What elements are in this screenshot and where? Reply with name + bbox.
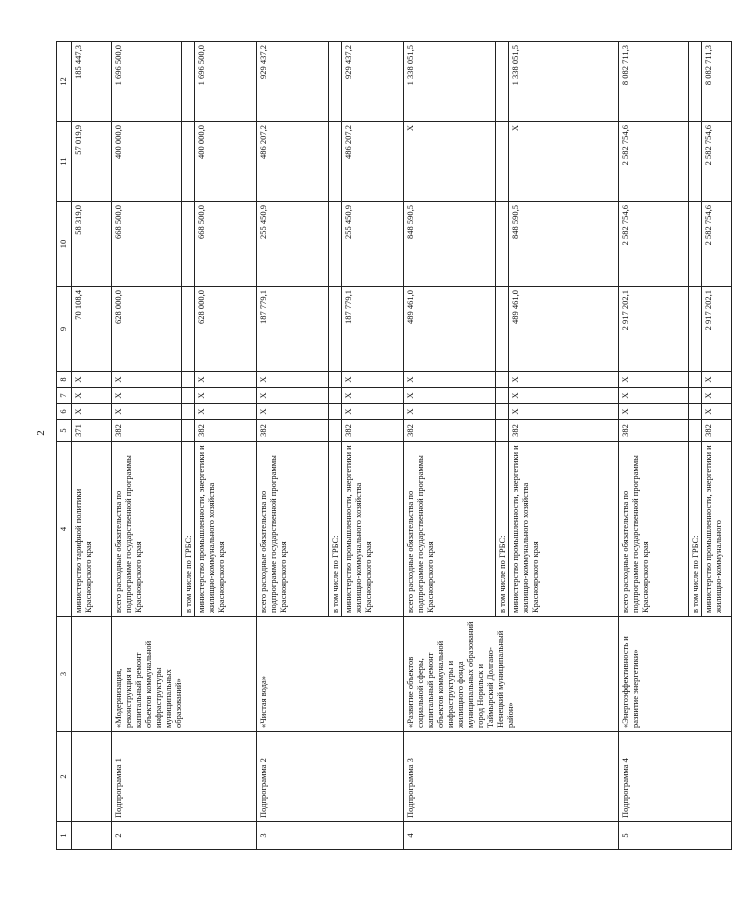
code-x-cell xyxy=(689,372,702,388)
code-x-cell: X xyxy=(112,372,182,388)
total-cell: 8 082 711,3 xyxy=(702,42,732,122)
expense-label-cell: министерство тарифной политики Красноярского края xyxy=(72,442,112,617)
code-x-cell: X xyxy=(72,388,112,404)
subprogram-title-cell: «Энергоэффективность и развитие энергетики» xyxy=(619,617,732,732)
code-x-cell: X xyxy=(342,388,404,404)
code-x-cell xyxy=(182,404,195,420)
grbs-code-cell: 382 xyxy=(619,420,689,442)
code-x-cell: X xyxy=(702,372,732,388)
code-x-cell: X xyxy=(195,388,257,404)
code-x-cell: X xyxy=(619,404,689,420)
code-x-cell: X xyxy=(702,388,732,404)
expense-label-cell: всего расходные обязательства по подпрограмме государственной программы Красноярского края xyxy=(112,442,182,617)
code-x-cell: X xyxy=(257,372,329,388)
code-x-cell xyxy=(182,388,195,404)
code-x-cell: X xyxy=(257,404,329,420)
value-cell: 187 779,1 xyxy=(257,287,329,372)
value-cell: 628 000,0 xyxy=(195,287,257,372)
grbs-code-cell xyxy=(329,420,342,442)
value-cell: 2 582 754,6 xyxy=(702,202,732,287)
grbs-code-cell: 382 xyxy=(509,420,619,442)
code-x-cell xyxy=(182,372,195,388)
code-x-cell: X xyxy=(257,388,329,404)
expense-label-cell: всего расходные обязательства по подпрограмме государственной программы Красноярского края xyxy=(619,442,689,617)
total-cell: 1 696 500,0 xyxy=(112,42,182,122)
value-cell: 400 000,0 xyxy=(112,122,182,202)
total-cell xyxy=(329,42,342,122)
value-cell: 70 108,4 xyxy=(72,287,112,372)
subprogram-title-cell: «Чистая вода» xyxy=(257,617,404,732)
value-cell: 2 582 754,6 xyxy=(619,122,689,202)
header-cell: 6 xyxy=(57,404,72,420)
value-cell: 400 000,0 xyxy=(195,122,257,202)
code-x-cell: X xyxy=(619,372,689,388)
total-cell: 929 437,2 xyxy=(257,42,329,122)
value-cell xyxy=(329,122,342,202)
subprogram-name-cell: Подпрограмма 2 xyxy=(257,732,404,822)
grbs-code-cell: 382 xyxy=(702,420,732,442)
code-x-cell xyxy=(496,388,509,404)
code-x-cell: X xyxy=(509,388,619,404)
header-cell: 11 xyxy=(57,122,72,202)
value-cell: 58 319,0 xyxy=(72,202,112,287)
grbs-code-cell: 382 xyxy=(257,420,329,442)
value-cell: 2 917 202,1 xyxy=(619,287,689,372)
table-row xyxy=(404,42,496,850)
expense-label-cell: в том числе по ГРБС: xyxy=(496,442,509,617)
value-cell: 486 207,2 xyxy=(342,122,404,202)
code-x-cell: X xyxy=(342,404,404,420)
header-cell: 1 xyxy=(57,822,72,850)
code-x-cell: X xyxy=(342,372,404,388)
total-cell: 929 437,2 xyxy=(342,42,404,122)
value-cell: 187 779,1 xyxy=(342,287,404,372)
expense-label-cell: в том числе по ГРБС: xyxy=(329,442,342,617)
header-row xyxy=(57,42,72,850)
row-number-cell: 3 xyxy=(257,822,404,850)
subprogram-title-cell: «Развитие объектов социальной сферы, капитальный ремонт объектов коммунальной инфраструктуры и жилищного фонда муниципальных образований город Норильск и Таймырский Долгано-Ненецкий муниципальный район» xyxy=(404,617,619,732)
subprogram-name-cell xyxy=(72,732,112,822)
subprogram-name-cell: Подпрограмма 3 xyxy=(404,732,619,822)
grbs-code-cell xyxy=(689,420,702,442)
value-cell: X xyxy=(404,122,496,202)
value-cell xyxy=(689,287,702,372)
code-x-cell xyxy=(329,372,342,388)
grbs-code-cell: 382 xyxy=(195,420,257,442)
value-cell: X xyxy=(509,122,619,202)
value-cell: 255 450,9 xyxy=(257,202,329,287)
total-cell xyxy=(182,42,195,122)
code-x-cell xyxy=(689,404,702,420)
header-cell: 3 xyxy=(57,617,72,732)
value-cell xyxy=(329,202,342,287)
header-cell: 7 xyxy=(57,388,72,404)
expense-label-cell: министерство промышленности, энергетики и жилищно-коммунального xyxy=(702,442,732,617)
code-x-cell: X xyxy=(702,404,732,420)
row-number-cell: 4 xyxy=(404,822,619,850)
value-cell: 255 450,9 xyxy=(342,202,404,287)
code-x-cell: X xyxy=(195,404,257,420)
expense-label-cell: всего расходные обязательства по подпрограмме государственной программы Красноярского края xyxy=(404,442,496,617)
expense-label-cell: в том числе по ГРБС: xyxy=(182,442,195,617)
value-cell: 668 500,0 xyxy=(112,202,182,287)
value-cell xyxy=(689,202,702,287)
code-x-cell xyxy=(329,404,342,420)
code-x-cell: X xyxy=(72,372,112,388)
header-cell: 5 xyxy=(57,420,72,442)
grbs-code-cell: 371 xyxy=(72,420,112,442)
value-cell xyxy=(182,202,195,287)
code-x-cell: X xyxy=(619,388,689,404)
code-x-cell: X xyxy=(404,404,496,420)
value-cell: 668 500,0 xyxy=(195,202,257,287)
total-cell xyxy=(496,42,509,122)
total-cell: 1 338 051,5 xyxy=(404,42,496,122)
page-number: 2 xyxy=(34,430,47,436)
grbs-code-cell: 382 xyxy=(342,420,404,442)
value-cell: 486 207,2 xyxy=(257,122,329,202)
code-x-cell: X xyxy=(404,372,496,388)
code-x-cell: X xyxy=(112,404,182,420)
value-cell: 2 582 754,6 xyxy=(702,122,732,202)
header-cell: 10 xyxy=(57,202,72,287)
code-x-cell: X xyxy=(195,372,257,388)
row-number-cell: 2 xyxy=(112,822,257,850)
expense-label-cell: министерство промышленности, энергетики и жилищно-коммунального хозяйства Красноярского края xyxy=(509,442,619,617)
code-x-cell xyxy=(496,404,509,420)
rotated-table-container xyxy=(56,42,723,850)
expense-label-cell: министерство промышленности, энергетики и жилищно-коммунального хозяйства Красноярского края xyxy=(195,442,257,617)
total-cell xyxy=(689,42,702,122)
subprogram-title-cell xyxy=(72,617,112,732)
value-cell: 57 019,9 xyxy=(72,122,112,202)
value-cell xyxy=(182,122,195,202)
subprogram-name-cell: Подпрограмма 1 xyxy=(112,732,257,822)
budget-table xyxy=(56,41,732,850)
value-cell xyxy=(329,287,342,372)
value-cell xyxy=(496,202,509,287)
code-x-cell: X xyxy=(72,404,112,420)
code-x-cell xyxy=(496,372,509,388)
code-x-cell: X xyxy=(112,388,182,404)
row-number-cell xyxy=(72,822,112,850)
header-cell: 8 xyxy=(57,372,72,388)
table-row xyxy=(257,42,329,850)
total-cell: 1 338 051,5 xyxy=(509,42,619,122)
expense-label-cell: в том числе по ГРБС: xyxy=(689,442,702,617)
table-row xyxy=(619,42,689,850)
total-cell: 8 082 711,3 xyxy=(619,42,689,122)
table-row xyxy=(112,42,182,850)
header-cell: 2 xyxy=(57,732,72,822)
grbs-code-cell xyxy=(182,420,195,442)
value-cell: 628 000,0 xyxy=(112,287,182,372)
value-cell xyxy=(689,122,702,202)
code-x-cell: X xyxy=(509,404,619,420)
row-number-cell: 5 xyxy=(619,822,732,850)
total-cell: 185 447,3 xyxy=(72,42,112,122)
grbs-code-cell xyxy=(496,420,509,442)
value-cell: 2 917 202,1 xyxy=(702,287,732,372)
code-x-cell: X xyxy=(509,372,619,388)
value-cell xyxy=(496,287,509,372)
total-cell: 1 696 500,0 xyxy=(195,42,257,122)
value-cell: 848 590,5 xyxy=(509,202,619,287)
expense-label-cell: министерство промышленности, энергетики и жилищно-коммунального хозяйства Красноярского края xyxy=(342,442,404,617)
value-cell: 489 461,0 xyxy=(404,287,496,372)
table-row xyxy=(72,42,112,850)
code-x-cell xyxy=(689,388,702,404)
subprogram-name-cell: Подпрограмма 4 xyxy=(619,732,732,822)
value-cell xyxy=(496,122,509,202)
header-cell: 9 xyxy=(57,287,72,372)
header-cell: 12 xyxy=(57,42,72,122)
expense-label-cell: всего расходные обязательства по подпрограмме государственной программы Красноярского края xyxy=(257,442,329,617)
grbs-code-cell: 382 xyxy=(112,420,182,442)
value-cell xyxy=(182,287,195,372)
header-cell: 4 xyxy=(57,442,72,617)
value-cell: 848 590,5 xyxy=(404,202,496,287)
code-x-cell: X xyxy=(404,388,496,404)
value-cell: 2 582 754,6 xyxy=(619,202,689,287)
value-cell: 489 461,0 xyxy=(509,287,619,372)
grbs-code-cell: 382 xyxy=(404,420,496,442)
code-x-cell xyxy=(329,388,342,404)
subprogram-title-cell: «Модернизация, реконструкция и капитальный ремонт объектов коммунальной инфраструктуры муниципальных образований» xyxy=(112,617,257,732)
